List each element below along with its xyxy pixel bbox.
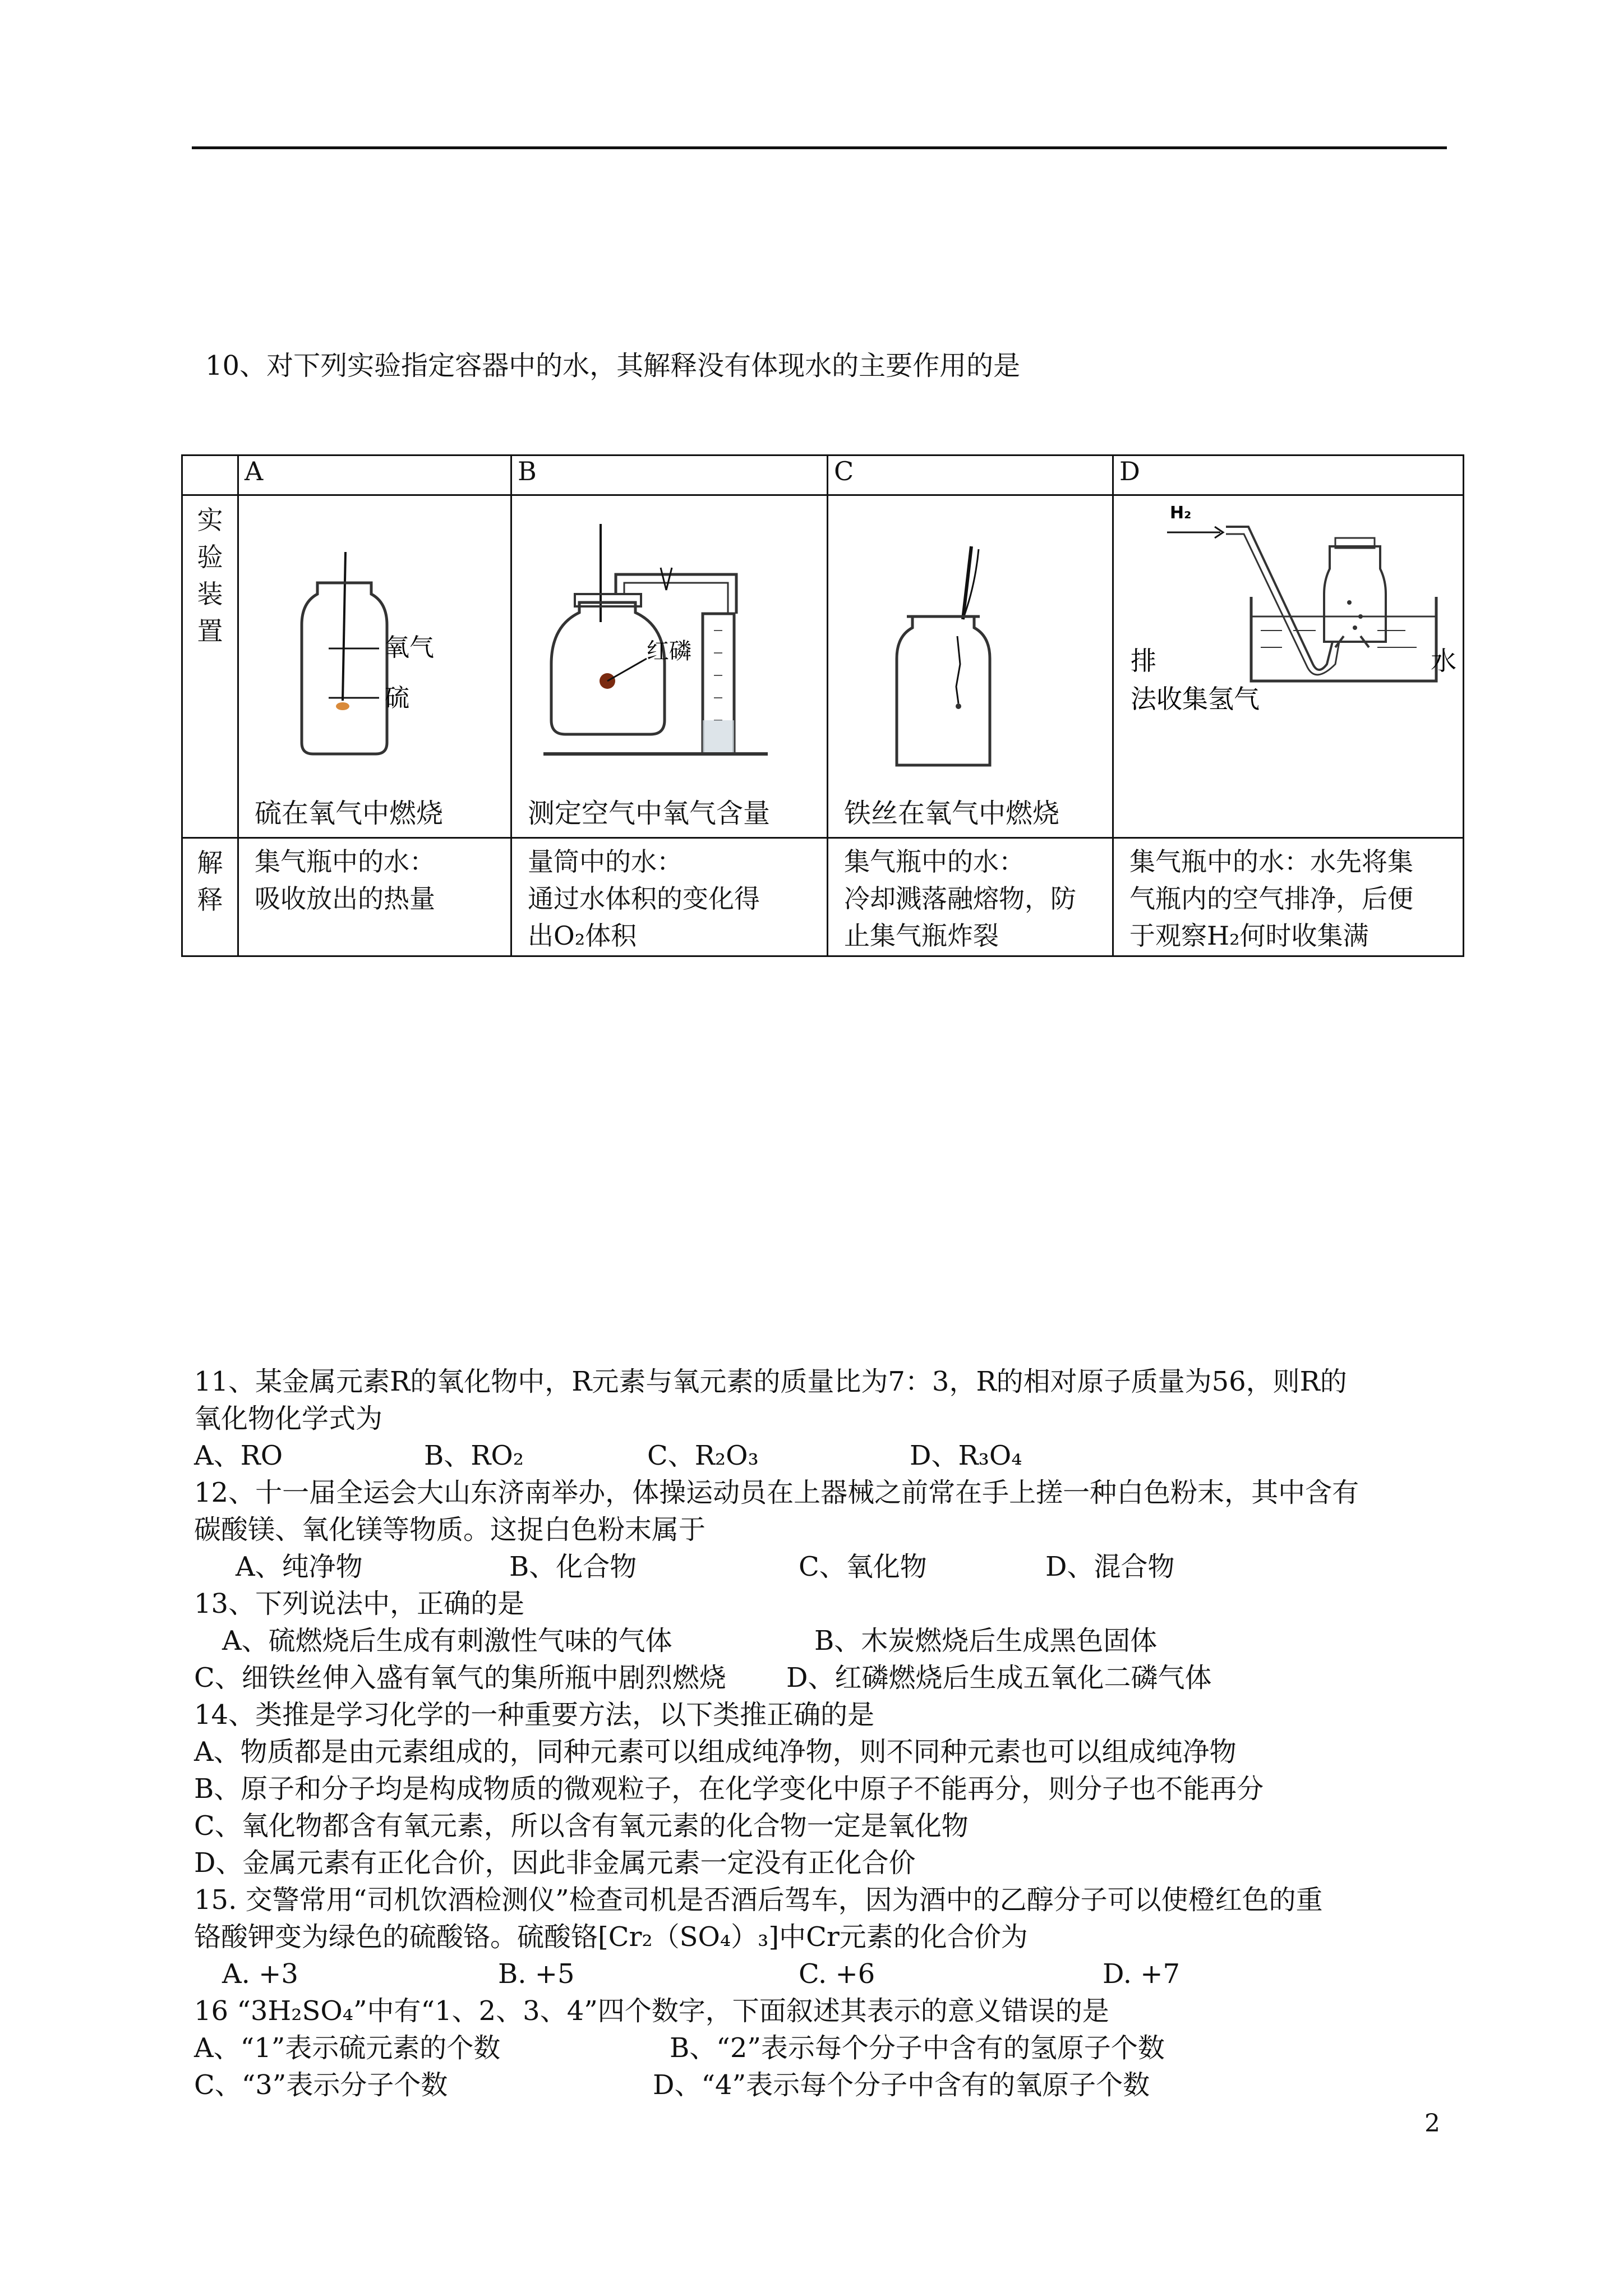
q12-line1: 12、十一届全运会大山东济南举办，体操运动员在上器械之前常在手上搓一种白色粉末，其中含有 [194, 1477, 1359, 1508]
cell-a-device [238, 495, 511, 838]
q14-stem: 14、类推是学习化学的一种重要方法，以下类推正确的是 [194, 1699, 875, 1731]
q11-option-a: A、RO [194, 1440, 283, 1471]
q15-option-d: D. +7 [1103, 1958, 1181, 1990]
label-red-phosphorus: 红磷 [647, 638, 691, 664]
q11-line2: 氧化物化学式为 [194, 1403, 383, 1434]
q13-option-b: B、木炭燃烧后生成黑色固体 [814, 1625, 1158, 1657]
q11-option-d: D、R₃O₄ [910, 1440, 1022, 1471]
col-header-b: B [511, 455, 828, 495]
label-collect-hydrogen: 法收集氢气 [1131, 684, 1260, 714]
q15-line2: 铬酸钾变为绿色的硫酸铬。硫酸铬[Cr₂（SO₄）₃]中Cr元素的化合价为 [194, 1921, 1028, 1953]
q11-option-c: C、R₂O₃ [647, 1440, 759, 1471]
q15-option-c: C. +6 [799, 1958, 875, 1990]
caption-a: 硫在氧气中燃烧 [255, 798, 444, 829]
explain-d: 集气瓶中的水：水先将集 气瓶内的空气排净，后便 于观察H₂何时收集满 [1113, 838, 1464, 956]
q14-option-a: A、物质都是由元素组成的，同种元素可以组成纯净物，则不同种元素也可以组成纯净物 [194, 1736, 1237, 1768]
explain-c: 集气瓶中的水： 冷却溅落融熔物，防 止集气瓶炸裂 [828, 838, 1113, 956]
q16-option-a: A、“1”表示硫元素的个数 [194, 2032, 501, 2064]
label-water: 水 [1431, 646, 1456, 676]
q13-stem: 13、下列说法中，正确的是 [194, 1588, 525, 1619]
cell-b-device [511, 495, 828, 838]
q15-option-a: A. +3 [222, 1958, 298, 1990]
experiment-table [181, 454, 1464, 957]
caption-b: 测定空气中氧气含量 [528, 798, 771, 829]
sulfur-burning-figure [239, 496, 512, 788]
q13-option-d: D、红磷燃烧后生成五氧化二磷气体 [786, 1662, 1212, 1694]
iron-wire-figure [828, 496, 1114, 788]
water-displacement-figure [1114, 496, 1464, 788]
label-h2: H₂ [1170, 503, 1192, 523]
q16-option-d: D、“4”表示每个分子中含有的氧原子个数 [653, 2069, 1150, 2101]
table-header-row [182, 455, 1464, 495]
caption-c: 铁丝在氧气中燃烧 [844, 798, 1060, 829]
q11-line1: 11、某金属元素R的氧化物中，R元素与氧元素的质量比为7：3，R的相对原子质量为56，则R的 [194, 1366, 1347, 1397]
cell-c-device [828, 495, 1113, 838]
q12-option-a: A、纯净物 [236, 1551, 363, 1582]
q15-option-b: B. +5 [498, 1958, 575, 1990]
question-10: 10、对下列实验指定容器中的水，其解释没有体现水的主要作用的是 [205, 350, 1021, 381]
q14-option-c: C、氧化物都含有氧元素，所以含有氧元素的化合物一定是氧化物 [194, 1810, 969, 1842]
device-row [182, 495, 1464, 838]
q12-line2: 碳酸镁、氧化镁等物质。这捉白色粉末属于 [194, 1514, 706, 1545]
q12-option-c: C、氧化物 [799, 1551, 927, 1582]
q15-line1: 15. 交警常用“司机饮酒检测仪”检查司机是否酒后驾车，因为酒中的乙醇分子可以使橙红色的重 [194, 1884, 1323, 1916]
row-label-device: 实验装置 [182, 495, 238, 838]
header-rule [192, 146, 1447, 149]
q14-option-d: D、金属元素有正化合价，因此非金属元素一定没有正化合价 [194, 1847, 916, 1879]
col-header-d: D [1113, 455, 1464, 495]
q14-option-b: B、原子和分子均是构成物质的微观粒子，在化学变化中原子不能再分，则分子也不能再分 [194, 1773, 1264, 1805]
q12-option-b: B、化合物 [509, 1551, 637, 1582]
q16-option-c: C、“3”表示分子个数 [194, 2069, 448, 2101]
explain-b: 量筒中的水： 通过水体积的变化得 出O₂体积 [511, 838, 828, 956]
q13-option-c: C、细铁丝伸入盛有氧气的集所瓶中剧烈燃烧 [194, 1662, 726, 1694]
label-drain: 排 [1131, 646, 1156, 676]
explain-a: 集气瓶中的水： 吸收放出的热量 [238, 838, 511, 956]
cell-d-device [1113, 495, 1464, 838]
col-header-c: C [828, 455, 1113, 495]
label-oxygen: 氧气 [385, 633, 434, 662]
q11-option-b: B、RO₂ [424, 1440, 524, 1471]
row-label-explain: 解释 [182, 838, 238, 956]
label-sulfur: 硫 [385, 684, 409, 712]
col-header-a: A [238, 455, 511, 495]
oxygen-content-figure [512, 496, 828, 788]
q16-stem: 16 “3H₂SO₄”中有“1、2、3、4”四个数字，下面叙述其表示的意义错误的是 [194, 1995, 1109, 2027]
explanation-row [182, 838, 1464, 956]
q16-option-b: B、“2”表示每个分子中含有的氢原子个数 [670, 2032, 1165, 2064]
q12-option-d: D、混合物 [1045, 1551, 1175, 1582]
q13-option-a: A、硫燃烧后生成有刺激性气味的气体 [222, 1625, 672, 1657]
page-number: 2 [1424, 2109, 1440, 2138]
